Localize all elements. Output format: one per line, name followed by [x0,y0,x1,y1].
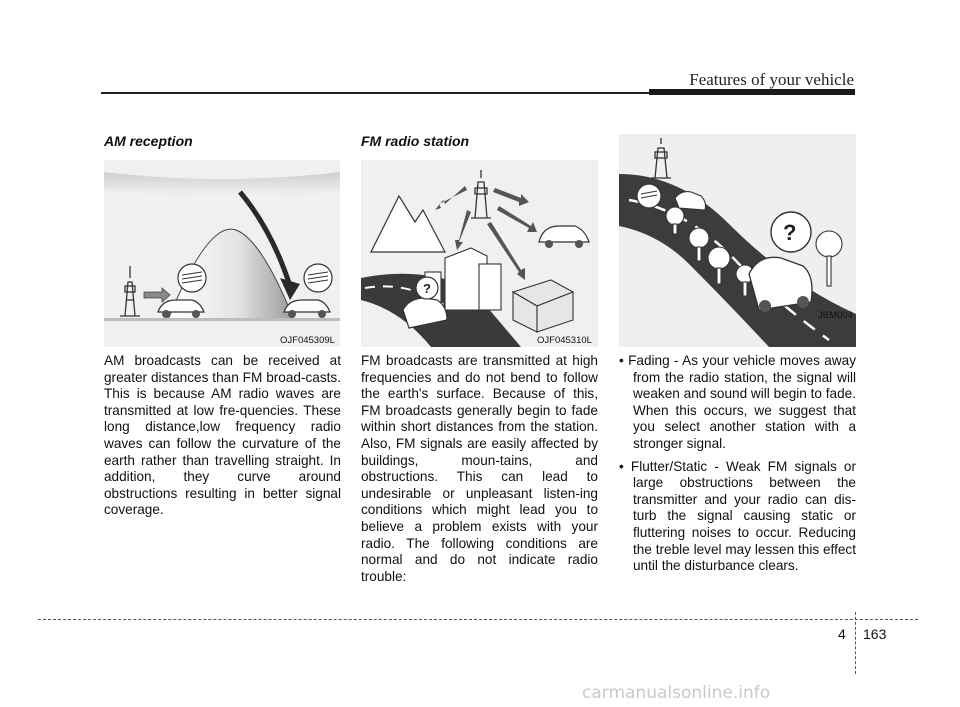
bullet-flutter-static: • Flutter/Static - Weak FM signals or large obstructions between the transmitter and your radio can dis-turb the signal causing static or fluttering noises to occur. Reducing the treble level may lessen this effect until the disturbance clears. [619,458,856,574]
am-reception-heading: AM reception [104,133,193,149]
fm-radio-figure [361,160,598,347]
section-title: Features of your vehicle [689,70,854,89]
bullet-fading: • Fading - As your vehicle moves away from the radio station, the signal will weaken and sound will begin to fade. When this occurs, we suggest that you select another station with a stronger signal. [619,353,856,451]
chapter-number: 4 [838,626,846,642]
page-number: 163 [863,626,887,642]
footer-dashed-divider [855,612,856,674]
fm-radio-heading: FM radio station [361,133,470,149]
am-reception-figure [104,160,340,347]
header-accent-bar [649,89,855,95]
fm-radio-paragraph: FM broadcasts are transmitted at high frequencies and do not bend to follow the earth's surface. Because of this, FM broadcasts generally begin to fade within short distances from the station. Also, FM signals are easily affected by buildings, moun-tains, and obstructions. This can lead to undesirable or unpleasant listen-ing conditions which might lead you to believe a problem exists with your radio. The following conditions are normal and do not indicate radio trouble: [361,353,598,584]
footer-dashed-rule [38,619,918,620]
figure-code: JBM004 [818,310,853,321]
question-bubble-text: ? [423,281,431,296]
question-bubble-text: ? [783,220,797,245]
figure-code: OJF045310L [537,335,592,346]
figure-code: OJF045309L [280,335,335,346]
watermark: carmanualsonline.info [582,683,771,703]
bullet-list [619,353,856,581]
am-reception-paragraph: AM broadcasts can be received at greater distances than FM broad-casts. This is because AM radio waves are transmitted at low fre-quencies. These long distance,low frequency radio waves can follow the curvature of the earth rather than travelling straight. In addition, they curve around obstructions resulting in better signal coverage. [104,353,341,518]
